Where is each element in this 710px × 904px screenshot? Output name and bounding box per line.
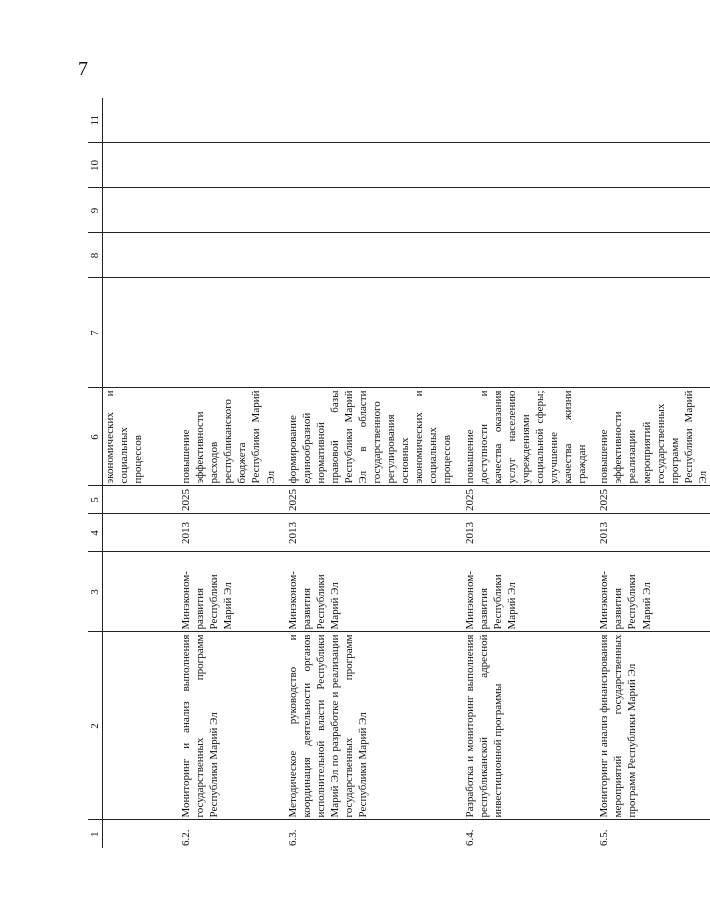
col-header-9: 9 — [88, 188, 103, 233]
executor: Минэконом-развития Республики Марий Эл — [286, 552, 463, 632]
empty-cell — [286, 233, 463, 278]
measures-table — [88, 98, 710, 848]
col-header-1: 1 — [88, 820, 103, 848]
col-header-7: 7 — [88, 278, 103, 388]
start-year: 2013 — [286, 514, 463, 552]
empty-cell — [463, 98, 598, 143]
empty-cell — [286, 143, 463, 188]
table-row — [463, 98, 598, 848]
col-header-6: 6 — [88, 388, 103, 486]
row-number: 6.3. — [286, 829, 299, 846]
empty-cell — [103, 143, 286, 188]
row-number: 6.4. — [463, 829, 476, 846]
col-header-3: 3 — [88, 552, 103, 632]
start-year: 2013 — [103, 514, 286, 552]
column-header-row — [88, 98, 103, 848]
empty-cell — [103, 233, 286, 278]
col-header-10: 10 — [88, 143, 103, 188]
measure-name: Методическое руководство и координация деятельности органов исполнительной власти Республики Марий Эл по разработке и реализации государственных программ Республики Марий Эл — [286, 632, 463, 820]
empty-cell — [463, 143, 598, 188]
start-year: 2013 — [463, 514, 598, 552]
measure-name: Разработка и мониторинг выполнения республиканской адресной инвестиционной программы — [463, 632, 598, 820]
table-row — [597, 98, 710, 848]
end-year: 2025 — [463, 486, 598, 514]
expected-result: повышение эффективности реализации мероприятий государственных программ Республики Марий Эл — [597, 388, 710, 486]
end-year: 2025 — [286, 486, 463, 514]
table-row — [286, 98, 463, 848]
empty-cell — [463, 278, 598, 388]
expected-result: повышение доступности и качества оказания услуг населению учреждениями социальной сферы; улучшение качества жизни граждан — [463, 388, 598, 486]
col-header-4: 4 — [88, 514, 103, 552]
measure-name: Мониторинг и анализ выполнения государственных программ Республики Марий Эл — [103, 632, 286, 820]
executor: Минэконом-развития Республики Марий Эл — [597, 552, 710, 632]
empty-cell — [597, 188, 710, 233]
expected-result: экономических и социальных процессов повышение эффективности расходов республиканского бюджета Республики Марий Эл — [103, 388, 286, 486]
empty-cell — [103, 98, 286, 143]
col-header-5: 5 — [88, 486, 103, 514]
start-year: 2013 — [597, 514, 710, 552]
result-text: повышение эффективности расходов республиканского бюджета Республики Марий Эл — [180, 390, 277, 484]
row-number: 6.5. — [598, 829, 611, 846]
end-year: 2025 — [597, 486, 710, 514]
empty-cell — [597, 143, 710, 188]
table-row — [103, 98, 286, 848]
empty-cell — [463, 188, 598, 233]
empty-cell — [286, 278, 463, 388]
end-year: 2025 — [103, 486, 286, 514]
empty-cell — [286, 98, 463, 143]
measure-name: Мониторинг и анализ финансирования мероприятий государственных программ Республики Марий Эл — [597, 632, 710, 820]
empty-cell — [103, 278, 286, 388]
empty-cell — [463, 233, 598, 278]
col-header-8: 8 — [88, 233, 103, 278]
empty-cell — [103, 188, 286, 233]
empty-cell — [286, 188, 463, 233]
empty-cell — [597, 233, 710, 278]
executor: Минэконом-развития Республики Марий Эл — [103, 552, 286, 632]
expected-result: формирование единообразной нормативной правовой базы Республики Марий Эл в области государственного регулирования основных экономических и социальных процессов — [286, 388, 463, 486]
page-number: 7 — [78, 58, 88, 80]
col-header-11: 11 — [88, 98, 103, 143]
col-header-2: 2 — [88, 632, 103, 820]
empty-cell — [597, 278, 710, 388]
row-number: 6.2. — [180, 829, 193, 846]
executor: Минэконом-развития Республики Марий Эл — [463, 552, 598, 632]
empty-cell — [597, 98, 710, 143]
